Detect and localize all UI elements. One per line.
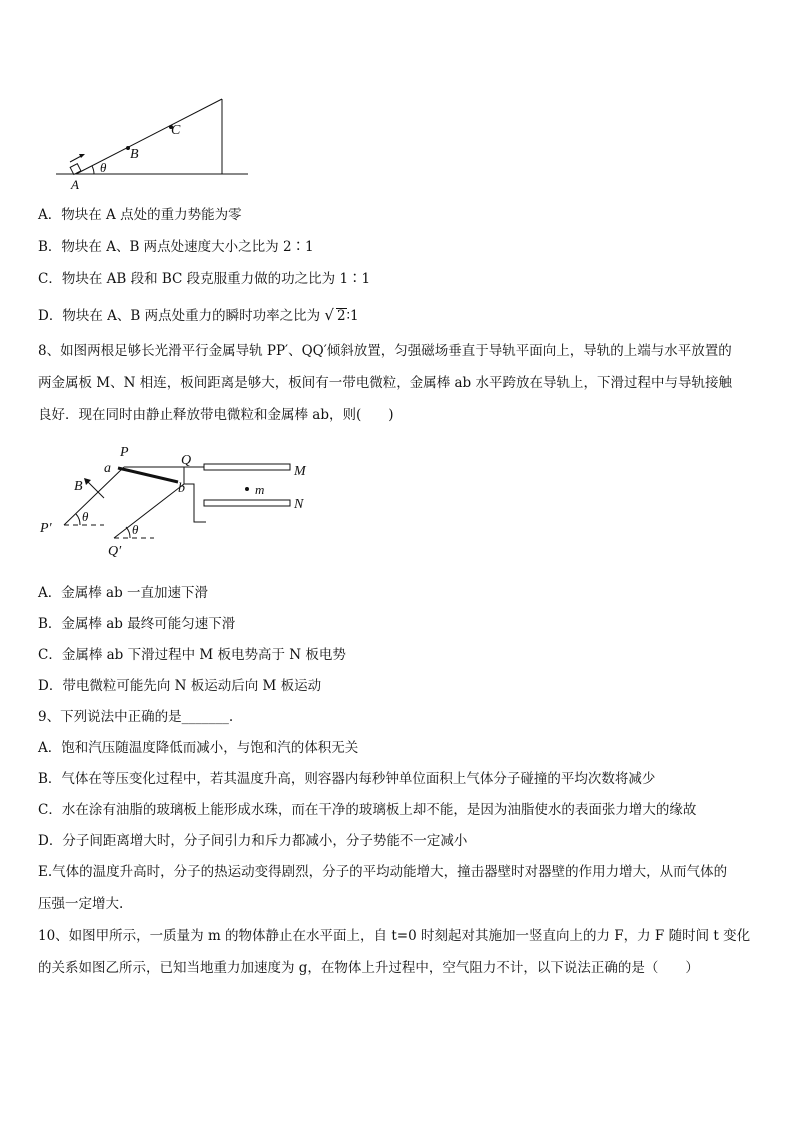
q7-option-b: B．物块在 A、B 两点处速度大小之比为 2∶1 xyxy=(38,239,314,255)
sqrt-icon: √ xyxy=(324,306,334,324)
label-q-prime: Q′ xyxy=(108,544,122,559)
q9-option-a: A．饱和汽压随温度降低而减小，与饱和汽的体积无关 xyxy=(38,740,359,756)
q8-option-a: A．金属棒 ab 一直加速下滑 xyxy=(38,585,209,601)
q7-option-d xyxy=(38,305,758,326)
incline-figure xyxy=(50,92,255,194)
label-q: Q xyxy=(181,453,192,468)
label-theta-q: θ xyxy=(132,522,139,537)
label-c: C xyxy=(171,123,181,138)
incline-line xyxy=(76,99,222,174)
plate-n xyxy=(204,500,290,506)
q7-option-a: A．物块在 A 点处的重力势能为零 xyxy=(38,207,242,223)
rail-pp xyxy=(64,467,124,525)
q9-stem: 9、下列说法中正确的是_______. xyxy=(38,709,234,725)
q8-option-c: C．金属棒 ab 下滑过程中 M 板电势高于 N 板电势 xyxy=(38,647,346,663)
q7-option-d-suffix: ∶1 xyxy=(346,308,359,324)
q7-option-c: C．物块在 AB 段和 BC 段克服重力做的功之比为 1∶1 xyxy=(38,271,371,287)
label-n-plate: N xyxy=(294,497,304,512)
q9-option-c: C．水在涂有油脂的玻璃板上能形成水珠，而在干净的玻璃板上却不能，是因为油脂使水的表面张力增大的缘故 xyxy=(38,802,697,818)
label-b-end: b xyxy=(178,481,185,496)
q7-option-d-prefix: D．物块在 A、B 两点处重力的瞬时功率之比为 xyxy=(38,308,321,324)
label-theta: θ xyxy=(100,160,107,175)
rail-qq xyxy=(114,484,184,538)
angle-arc xyxy=(92,166,94,174)
label-b: B xyxy=(130,147,139,162)
label-a-end: a xyxy=(104,461,111,476)
q9-option-e-line2: 压强一定增大. xyxy=(38,896,124,912)
label-m-plate: M xyxy=(294,464,306,479)
label-p: P xyxy=(120,445,129,460)
plate-m xyxy=(204,464,290,470)
label-field-b: B xyxy=(74,479,83,494)
block xyxy=(70,164,81,175)
label-theta-p: θ xyxy=(82,509,89,524)
q8-option-b: B．金属棒 ab 最终可能匀速下滑 xyxy=(38,616,236,632)
q8-stem-line3: 良好．现在同时由静止释放带电微粒和金属棒 ab，则( ) xyxy=(38,407,394,423)
label-mass: m xyxy=(255,482,265,497)
angle-arc-p xyxy=(76,514,80,525)
q9-option-d: D．分子间距离增大时，分子间引力和斥力都减小，分子势能不一定减小 xyxy=(38,833,468,849)
label-p-prime: P′ xyxy=(40,521,52,536)
wire-to-n xyxy=(184,484,206,522)
q8-stem-line1: 8、如图两根足够长光滑平行金属导轨 PP′、QQ′倾斜放置，匀强磁场垂直于导轨平面向上，导轨的上端与水平放置的 xyxy=(38,343,732,359)
q9-option-e-line1: E.气体的温度升高时，分子的热运动变得剧烈，分子的平均动能增大，撞击器壁时对器壁的作用力增大，从而气体的 xyxy=(38,864,728,880)
charged-particle xyxy=(245,487,249,491)
q7-option-d-sqrt: 2 xyxy=(336,308,346,324)
arrow-head xyxy=(79,154,85,158)
q10-stem-line2: 的关系如图乙所示，已知当地重力加速度为 g，在物体上升过程中，空气阻力不计，以下说法正确的是（ ） xyxy=(38,960,699,976)
q8-option-d: D．带电微粒可能先向 N 板运动后向 M 板运动 xyxy=(38,678,322,694)
q8-stem-line2: 两金属板 M、N 相连，板间距离是够大，板间有一带电微粒，金属棒 ab 水平跨放在导轨上，下滑过程中与导轨接触 xyxy=(38,375,732,391)
q9-option-b: B．气体在等压变化过程中，若其温度升高，则容器内每秒钟单位面积上气体分子碰撞的平均次数将减少 xyxy=(38,771,656,787)
rod-ab xyxy=(118,468,178,482)
label-a: A xyxy=(71,177,79,192)
rails-capacitor-figure xyxy=(36,440,326,565)
q10-stem-line1: 10、如图甲所示，一质量为 m 的物体静止在水平面上，自 t=0 时刻起对其施加一竖直向上的力 F，力 F 随时间 t 变化 xyxy=(38,928,751,944)
